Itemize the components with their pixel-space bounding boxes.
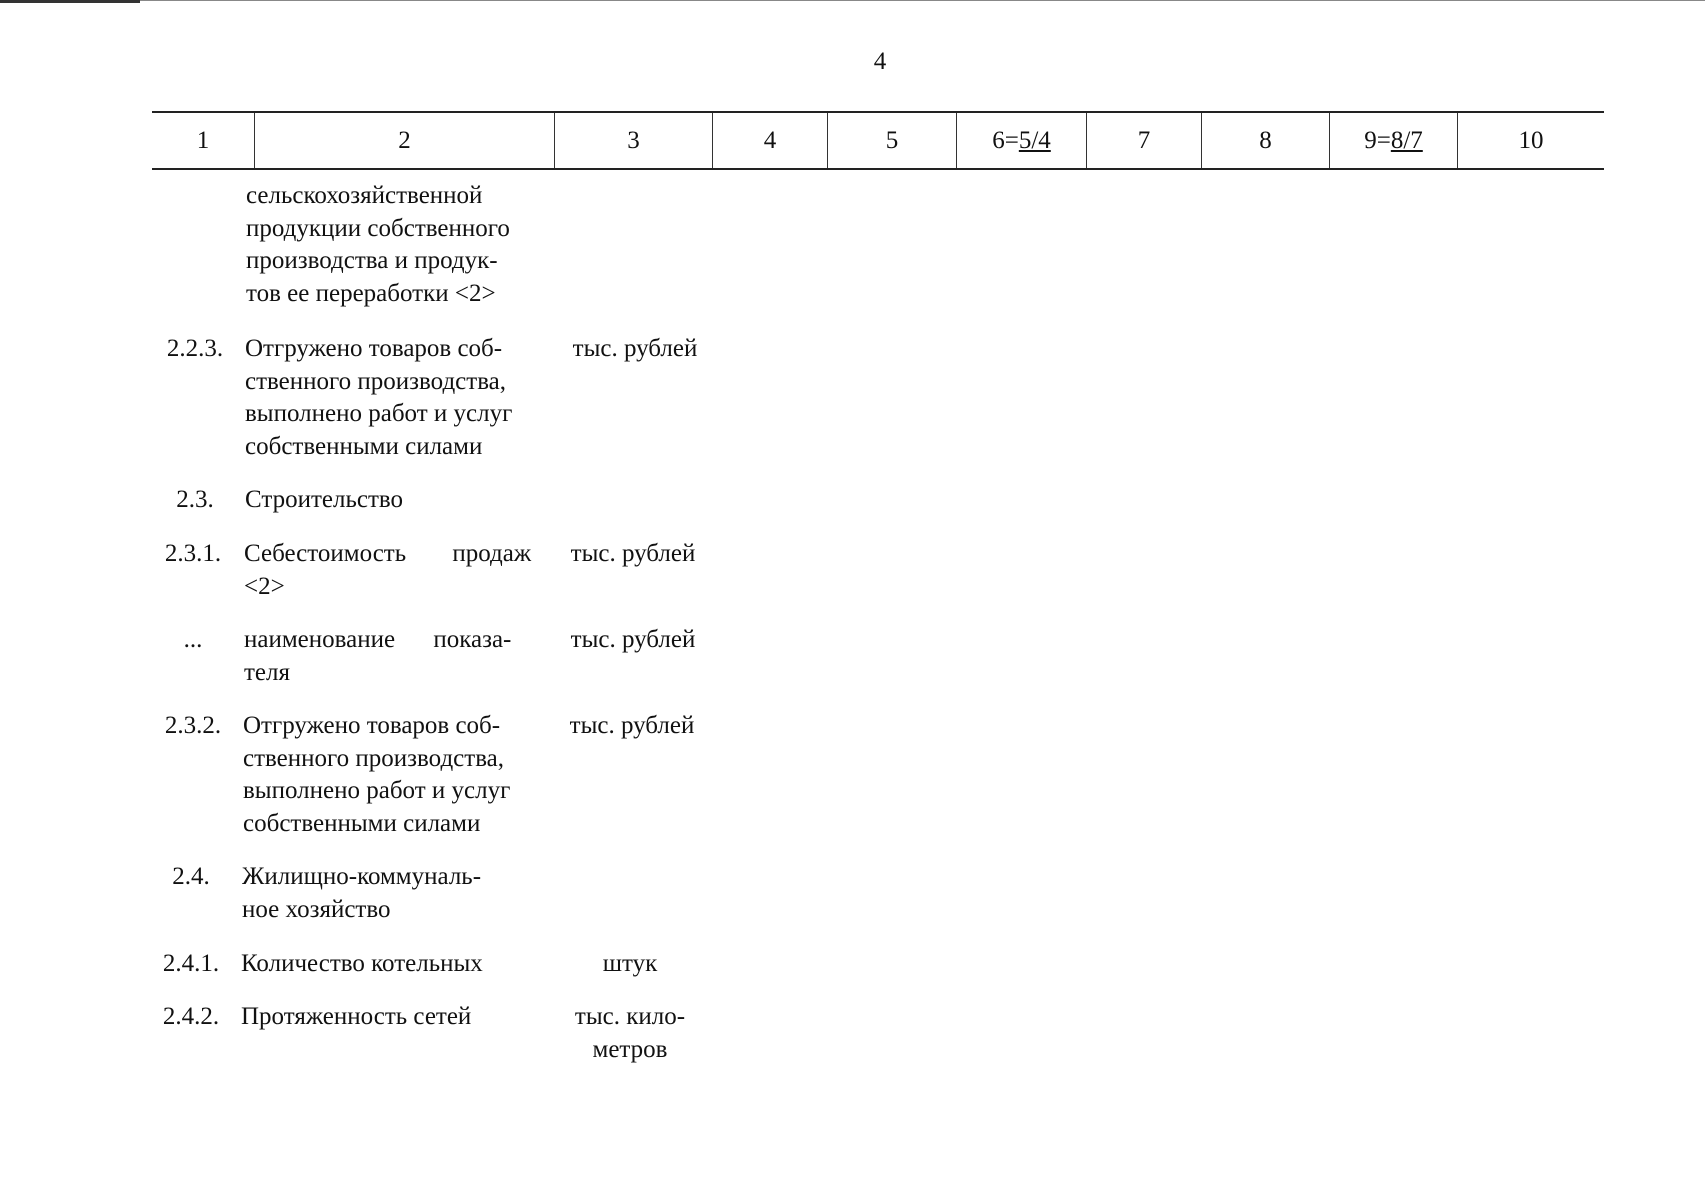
row-description-line: Протяженность сетей xyxy=(241,1003,472,1030)
row-description-line: Строительство xyxy=(245,486,404,513)
row-unit: тыс. рублей xyxy=(569,712,695,739)
row-description-line: тов ее переработки <2> xyxy=(246,279,496,307)
row-number: 2.4.1. xyxy=(162,950,220,977)
row-description-line: выполнено работ и услуг xyxy=(245,400,513,427)
row-description xyxy=(243,710,548,840)
row-description-line: Количество котельных xyxy=(241,950,483,977)
column-header-6-prefix: 6= xyxy=(992,126,1019,154)
page-number: 4 xyxy=(873,48,887,75)
row-unit: тыс. рублей xyxy=(570,626,696,653)
scan-edge-mark xyxy=(0,0,140,3)
row-description xyxy=(245,333,550,463)
row-number: 2.4.2. xyxy=(162,1003,220,1030)
row-description xyxy=(246,180,551,310)
column-header-6 xyxy=(957,113,1087,168)
row-description-line: производства и продук- xyxy=(246,247,498,274)
row-description-line: продукции собственного xyxy=(246,214,510,242)
row-unit: штук xyxy=(602,950,658,977)
row-unit: тыс. рублей xyxy=(570,540,696,567)
row-description xyxy=(244,538,549,603)
row-number: 2.2.3. xyxy=(166,335,224,362)
row-description-line: Отгружено товаров соб- xyxy=(243,712,501,739)
row-number: 2.3. xyxy=(176,486,214,513)
column-header-row xyxy=(152,111,1604,170)
row-unit: тыс. рублей xyxy=(572,335,698,362)
column-header-2: 2 xyxy=(255,113,555,168)
column-header-3: 3 xyxy=(555,113,713,168)
column-header-7: 7 xyxy=(1087,113,1202,168)
row-description xyxy=(245,484,550,517)
row-description-line: сельскохозяйственной xyxy=(246,182,483,209)
row-description xyxy=(244,624,549,689)
row-description-line: выполнено работ и услуг xyxy=(243,777,511,804)
row-description-line: <2> xyxy=(244,572,285,600)
row-number: 2.3.2. xyxy=(164,712,222,739)
row-description-line: собственными силами xyxy=(243,809,481,837)
column-header-10: 10 xyxy=(1518,126,1544,154)
row-description-line: теля xyxy=(244,658,290,686)
row-unit-line: тыс. кило- xyxy=(574,1003,686,1030)
row-unit xyxy=(550,1001,710,1066)
row-description-line: ственного производства, xyxy=(245,367,507,395)
row-description-line: Отгружено товаров соб- xyxy=(245,335,503,362)
row-description-line: Жилищно-коммуналь- xyxy=(242,863,482,890)
row-description-line: Себестоимость продаж xyxy=(244,540,532,567)
row-unit-line: метров xyxy=(592,1035,668,1063)
scan-edge-line xyxy=(140,0,1705,1)
column-header-5: 5 xyxy=(828,113,957,168)
row-description xyxy=(241,1001,546,1034)
row-description-line: ственного производства, xyxy=(243,744,505,772)
column-header-9-fraction: 8/7 xyxy=(1390,126,1423,154)
row-number: ... xyxy=(183,626,203,653)
row-number: 2.4. xyxy=(172,863,210,890)
row-number: 2.3.1. xyxy=(164,540,222,567)
column-header-1: 1 xyxy=(152,113,255,168)
column-header-4: 4 xyxy=(713,113,828,168)
column-header-9 xyxy=(1330,113,1458,168)
column-header-8: 8 xyxy=(1202,113,1330,168)
column-header-6-fraction: 5/4 xyxy=(1018,126,1051,154)
row-description xyxy=(241,948,546,981)
row-description-line: собственными силами xyxy=(245,432,483,460)
row-description-line: ное хозяйство xyxy=(242,895,391,923)
column-header-9-prefix: 9= xyxy=(1364,126,1391,154)
row-description-line: наименование показа- xyxy=(244,626,512,653)
row-description xyxy=(242,861,547,926)
